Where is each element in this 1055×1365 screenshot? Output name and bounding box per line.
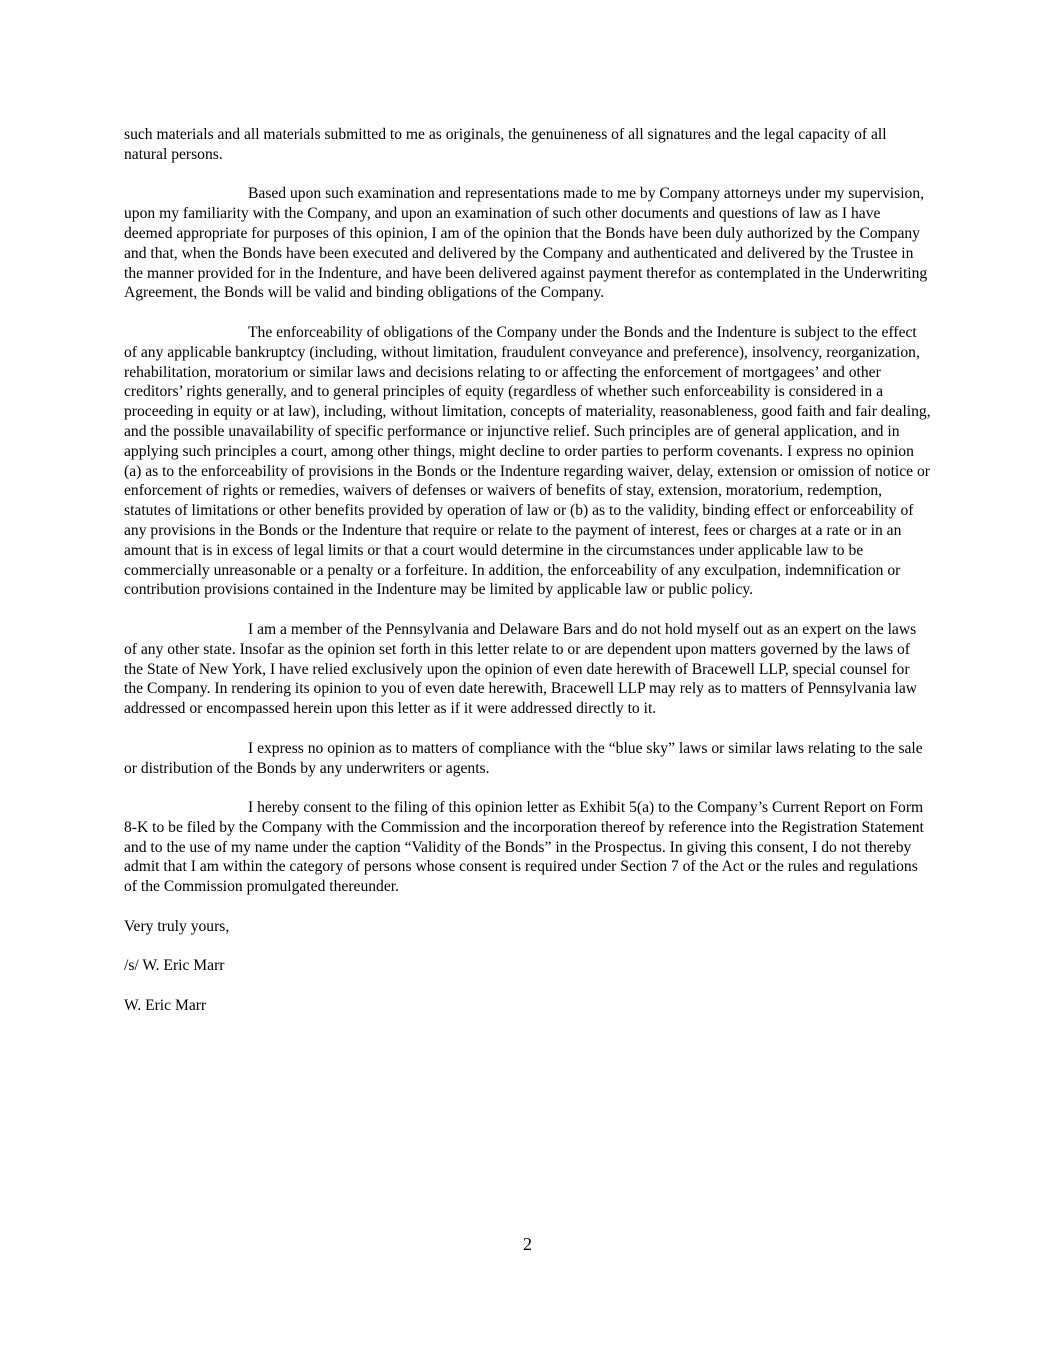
paragraph-continuation: such materials and all materials submitted to me as originals, the genuineness of all signatures and the legal capacity of all natural persons. (124, 126, 887, 163)
paragraph-enforceability: The enforceability of obligations of the Company under the Bonds and the Indenture is subject to the effect of any applicable bankruptcy (including, without limitation, fraudulent conveyance and preference), insolvency, reorganization, rehabilitation, moratorium or similar laws and decisions relating to or affecting the enforcement of mortgagees’ and other creditors’ rights generally, and to general principles of equity (regardless of whether such enforceability is considered in a proceeding in equity or at law), including, without limitation, concepts of materiality, reasonableness, good faith and fair dealing, and the possible unavailability of specific performance or injunctive relief. Such principles are of general application, and in applying such principles a court, among other things, might decline to order parties to perform covenants. I express no opinion (a) as to the enforceability of provisions in the Bonds or the Indenture regarding waiver, delay, extension or omission of notice or enforcement of rights or remedies, waivers of defenses or waivers of benefits of stay, extension, moratorium, redemption, statutes of limitations or other benefits provided by operation of law or (b) as to the validity, binding effect or enforceability of any provisions in the Bonds or the Indenture that require or relate to the payment of interest, fees or charges at a rate or in an amount that is in excess of legal limits or that a court would determine in the circumstances under applicable law to be commercially unreasonable or a penalty or a forfeiture. In addition, the enforceability of any exculpation, indemnification or contribution provisions contained in the Indenture may be limited by applicable law or public policy. (124, 323, 931, 599)
page-number: 2 (523, 1234, 532, 1254)
paragraph-opinion: Based upon such examination and representations made to me by Company attorneys under my supervision, upon my familiarity with the Company, and upon an examination of such other documents and questions of law as I have deemed appropriate for purposes of this opinion, I am of the opinion that the Bonds have been duly authorized by the Company and that, when the Bonds have been executed and delivered by the Company and authenticated and delivered by the Trustee in the manner provided for in the Indenture, and have been delivered against payment therefor as contemplated in the Underwriting Agreement, the Bonds will be valid and binding obligations of the Company. (124, 185, 928, 302)
paragraph-bar-membership: I am a member of the Pennsylvania and Delaware Bars and do not hold myself out as an expert on the laws of any other state. Insofar as the opinion set forth in this letter relate to or are dependent upon matters governed by the laws of the State of New York, I have relied exclusively upon the opinion of even date herewith of Bracewell LLP, special counsel for the Company. In rendering its opinion to you of even date herewith, Bracewell LLP may rely as to matters of Pennsylvania law addressed or encompassed herein upon this letter as if it were addressed directly to it. (124, 620, 918, 718)
paragraph-blue-sky: I express no opinion as to matters of compliance with the “blue sky” laws or similar laws relating to the sale or distribution of the Bonds by any underwriters or agents. (124, 739, 923, 777)
letter-body (124, 125, 932, 1036)
signer-name: W. Eric Marr (124, 997, 207, 1015)
closing-salutation: Very truly yours, (124, 917, 230, 935)
paragraph-consent: I hereby consent to the filing of this opinion letter as Exhibit 5(a) to the Company’s Current Report on Form 8-K to be filed by the Company with the Commission and the incorporation thereof by reference into the Registration Statement and to the use of my name under the caption “Validity of the Bonds” in the Prospectus. In giving this consent, I do not thereby admit that I am within the category of persons whose consent is required under Section 7 of the Act or the rules and regulations of the Commission promulgated thereunder. (124, 799, 924, 896)
signature-line: /s/ W. Eric Marr (124, 957, 225, 975)
